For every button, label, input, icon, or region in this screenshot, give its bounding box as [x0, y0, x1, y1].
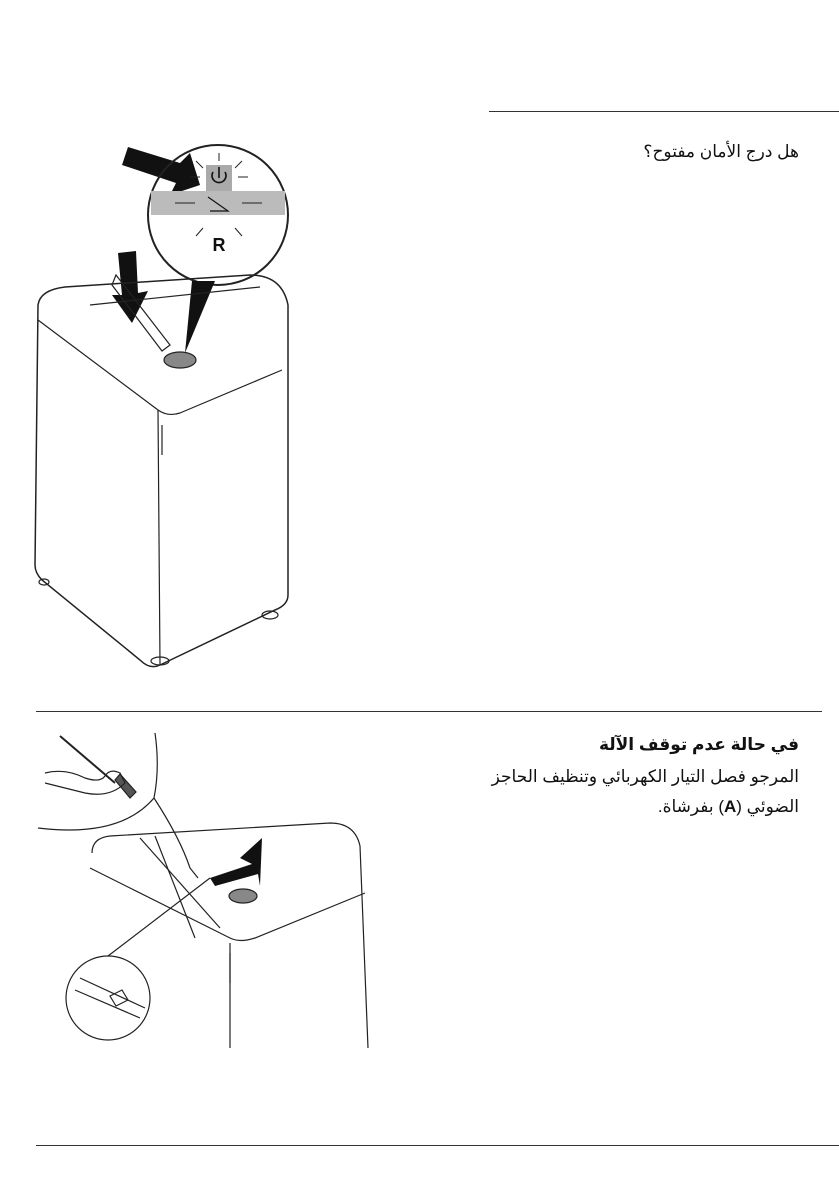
arrow-to-sensor: [210, 838, 262, 886]
hand-callout-bubble: [38, 733, 157, 830]
dial-label: R: [212, 235, 226, 255]
arrow-to-indicator: [122, 147, 200, 195]
brush-icon: [60, 736, 136, 798]
sensor-detail-circle: [66, 956, 150, 1040]
body-part-2: ) بفرشاة.: [657, 797, 724, 816]
reset-dial: [164, 352, 196, 368]
middle-rule: [36, 711, 822, 712]
machine-not-stopping-heading: في حالة عدم توقف الآلة: [598, 735, 799, 754]
cleaning-instructions: [439, 762, 799, 822]
shredder-indicator-illustration: [20, 125, 320, 685]
cleaning-illustration: [30, 728, 370, 1048]
body-part-1: المرجو فصل التيار الكهربائي وتنظيف الحاجز الضوئي (: [491, 767, 799, 816]
body-bold-a: A: [724, 797, 737, 816]
hand: [45, 771, 125, 794]
light-barrier-icon: [110, 990, 128, 1006]
reset-dial-2: [229, 889, 257, 903]
top-rule: [489, 111, 839, 112]
bottom-rule: [36, 1145, 839, 1146]
arrow-to-slot: [112, 251, 148, 323]
safety-drawer-question: هل درج الأمان مفتوح؟: [643, 142, 799, 161]
